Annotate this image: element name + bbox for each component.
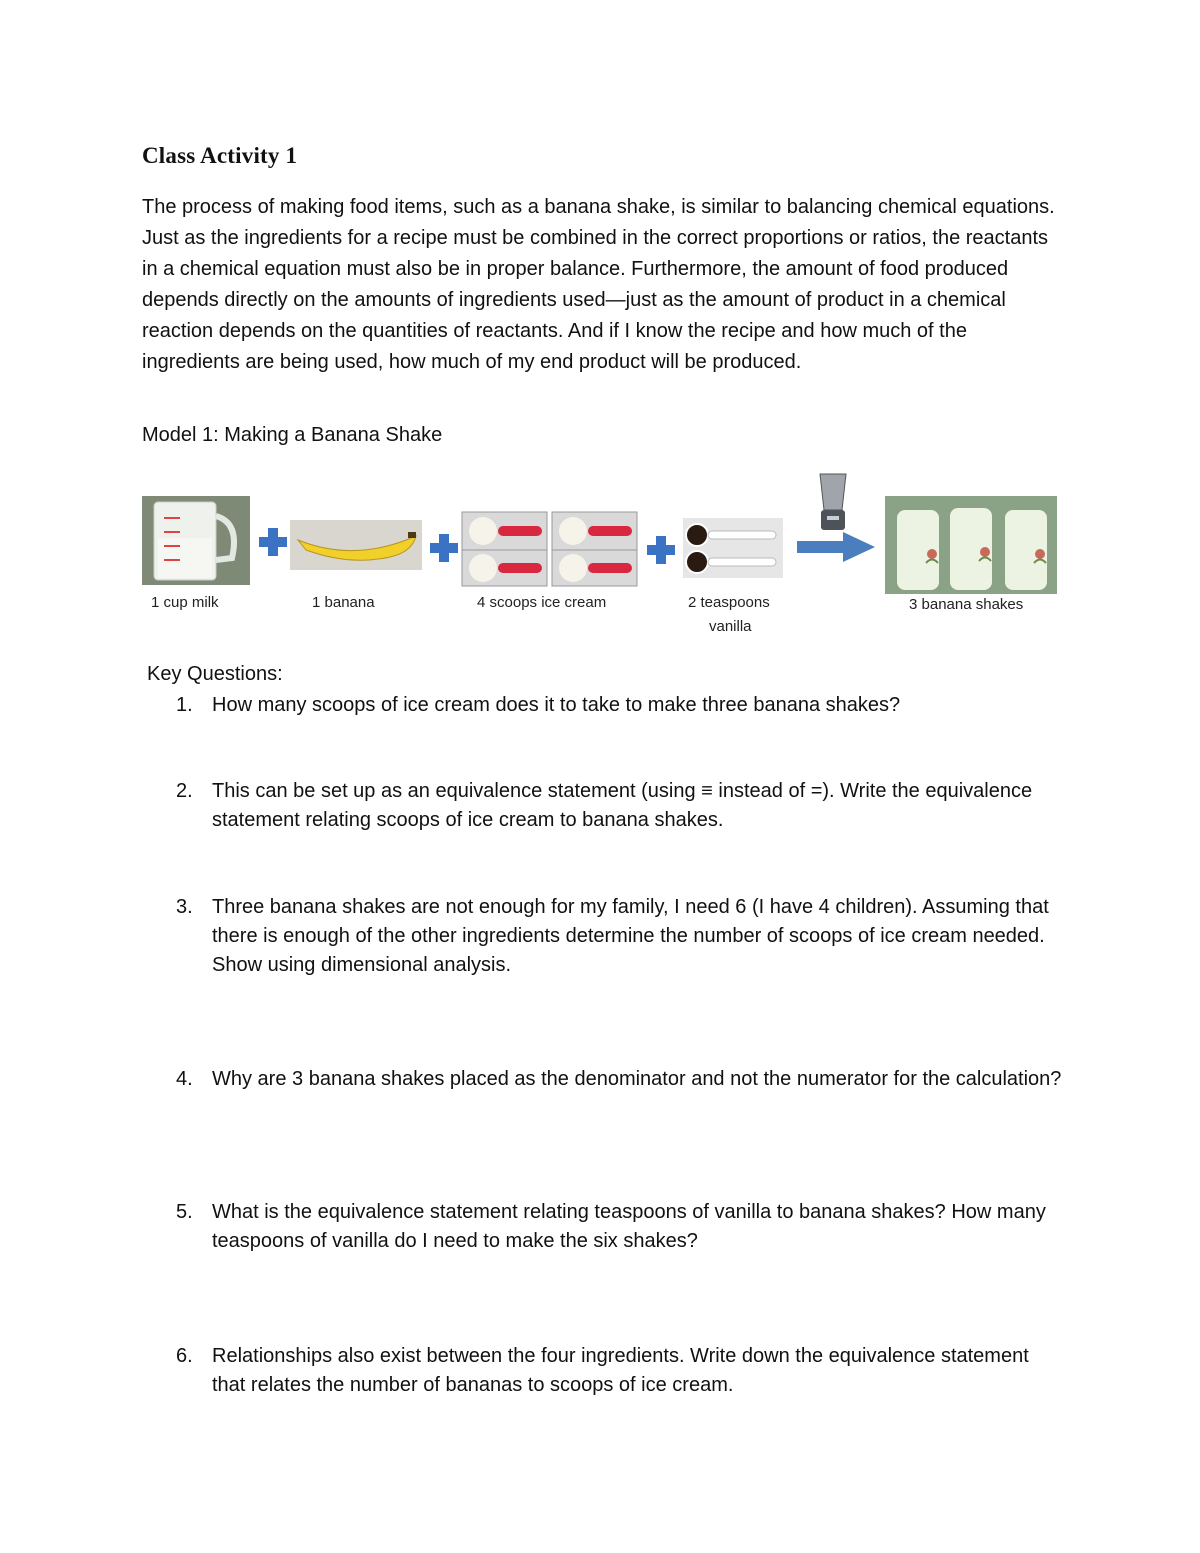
caption-vanilla-line2: vanilla xyxy=(709,618,752,635)
question-text: Relationships also exist between the four ingredients. Write down the equivalence statement that relates the number of bananas to scoops of ice cream. xyxy=(212,1345,1029,1396)
page-title: Class Activity 1 xyxy=(142,143,298,168)
question-text: How many scoops of ice cream does it to take to make three banana shakes? xyxy=(212,694,901,716)
question-item xyxy=(176,893,1066,980)
question-item xyxy=(176,1198,1066,1256)
caption-vanilla-line1: 2 teaspoons xyxy=(688,594,770,611)
model-figure xyxy=(140,468,1060,643)
banana-shakes-image xyxy=(885,496,1057,594)
ice-cream-scoops-image xyxy=(462,512,637,586)
banana-image xyxy=(290,520,422,570)
milk-cup-image xyxy=(142,496,250,585)
question-item xyxy=(176,691,1066,720)
plus-icon xyxy=(430,534,458,562)
model-figure-graphic xyxy=(140,468,1060,643)
blender-icon xyxy=(820,474,846,530)
question-item xyxy=(176,1342,1066,1400)
caption-shakes: 3 banana shakes xyxy=(909,596,1024,613)
arrow-right-icon xyxy=(797,532,875,562)
question-number: 1. xyxy=(176,694,193,716)
caption-ice-cream: 4 scoops ice cream xyxy=(477,594,607,611)
intro-paragraph: The process of making food items, such as a banana shake, is similar to balancing chemical equations. Just as the ingredients for a recipe must be combined in the correct proportions or ratios, the reactants in a chemical equation must also be in proper balance. Furthermore, the amount of food produced depends directly on the amounts of ingredients used—just as the amount of product in a chemical reaction depends on the quantities of reactants. And if I know the recipe and how much of the ingredients are being used, how much of my end product will be produced. xyxy=(142,196,1055,373)
question-item xyxy=(176,1065,1066,1094)
key-questions-title: Key Questions: xyxy=(147,663,283,685)
caption-milk: 1 cup milk xyxy=(151,594,219,611)
question-number: 3. xyxy=(176,896,193,918)
model-title: Model 1: Making a Banana Shake xyxy=(142,424,443,446)
plus-icon xyxy=(259,528,287,556)
question-number: 6. xyxy=(176,1345,193,1367)
question-number: 2. xyxy=(176,780,193,802)
question-text: Three banana shakes are not enough for my family, I need 6 (I have 4 children). Assuming that there is enough of the other ingredients determine the number of scoops of ice cream needed. Show using dimensional analysis. xyxy=(212,896,1049,976)
vanilla-teaspoons-image xyxy=(683,518,783,578)
caption-banana: 1 banana xyxy=(312,594,375,611)
question-number: 5. xyxy=(176,1201,193,1223)
question-text: This can be set up as an equivalence statement (using ≡ instead of =). Write the equivalence statement relating scoops of ice cream to banana shakes. xyxy=(212,780,1033,831)
question-text: What is the equivalence statement relating teaspoons of vanilla to banana shakes? How many teaspoons of vanilla do I need to make the six shakes? xyxy=(212,1201,1046,1252)
question-number: 4. xyxy=(176,1068,193,1090)
question-text: Why are 3 banana shakes placed as the denominator and not the numerator for the calculation? xyxy=(212,1068,1062,1090)
plus-icon xyxy=(647,536,675,564)
question-item xyxy=(176,777,1066,835)
